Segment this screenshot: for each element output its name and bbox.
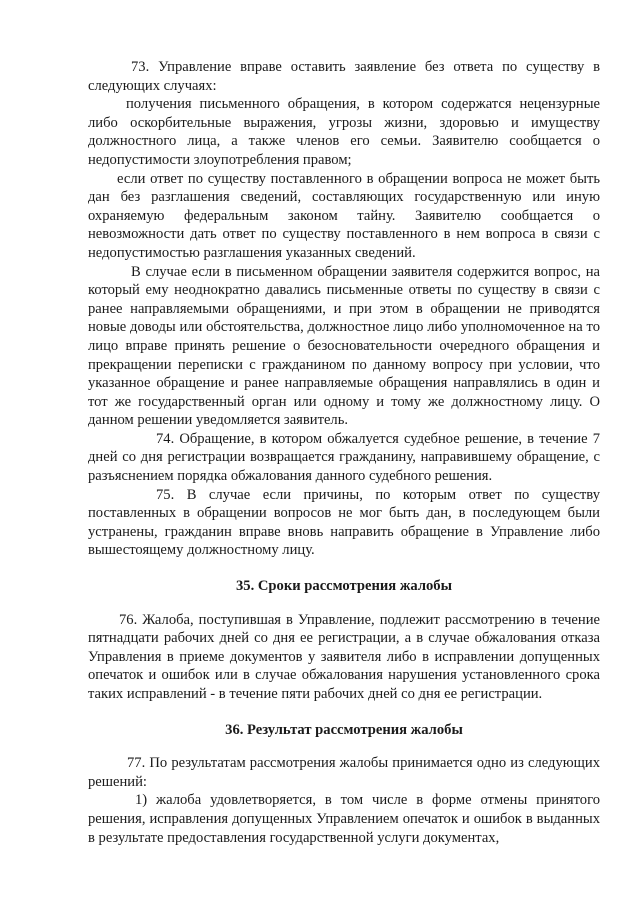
- section-35-title: 35. Сроки рассмотрения жалобы: [235, 578, 452, 595]
- paragraph-75: 75. В случае если причины, по которым ответ по существу поставленных в обращении вопросов не мог быть дан, в последующем были устранены, гражданин вправе вновь направить обращение в Управление либо вышестоящему должностному лицу.: [88, 486, 600, 559]
- paragraph-77-item-1: 1) жалоба удовлетворяется, в том числе в форме отмены принятого решения, исправления допущенных Управлением опечаток и ошибок в выданных в результате предоставления государственной услуги документах,: [88, 792, 600, 846]
- spacer: [88, 704, 600, 721]
- section-36-title: 36. Результат рассмотрения жалобы: [225, 721, 463, 738]
- paragraph-77: 77. По результатам рассмотрения жалобы принимается одно из следующих решений:: [88, 755, 600, 790]
- document-body: [88, 58, 600, 847]
- paragraph-76: 76. Жалоба, поступившая в Управление, подлежит рассмотрению в течение пятнадцати рабочих дней со дня ее регистрации, а в случае обжалования отказа Управления в приеме документов у заявителя либо в исправлении допущенных опечаток и ошибок или в случае обжалования нарушения установленного срока таких исправлений - в течение пяти рабочих дней со дня ее регистрации.: [88, 611, 600, 702]
- paragraph-73-item-1: получения письменного обращения, в котором содержатся нецензурные либо оскорбительные выражения, угрозы жизни, здоровью и имуществу должностного лица, а также членов его семьи. Заявителю сообщается о недопустимости злоупотребления правом;: [88, 96, 600, 168]
- paragraph-74: 74. Обращение, в котором обжалуется судебное решение, в течение 7 дней со дня регистрации возвращается гражданину, направившему обращение, с разъяснением порядка обжалования данного судебного решения.: [88, 430, 600, 485]
- spacer: [88, 596, 600, 611]
- spacer: [88, 739, 600, 754]
- spacer: [88, 560, 600, 577]
- paragraph-73-item-3: В случае если в письменном обращении заявителя содержится вопрос, на который ему неоднократно давались письменные ответы по существу в связи с ранее направляемыми обращениями, и при этом в обращении не приводятся новые доводы или обстоятельства, должностное лицо либо уполномоченное на то лицо вправе принять решение о безосновательности очередного обращения и прекращении переписки с гражданином по данному вопросу при условии, что указанное обращение и ранее направляемые обращения направлялись в один и тот же государственный орган или одному и тому же должностному лицу. О данном решении уведомляется заявитель.: [88, 263, 600, 429]
- paragraph-73-item-2: если ответ по существу поставленного в обращении вопроса не может быть дан без разглашения сведений, составляющих государственную или иную охраняемую федеральным законом тайну. Заявителю сообщается о невозможности дать ответ по существу поставленного в нем вопроса в связи с недопустимостью разглашения указанных сведений.: [88, 170, 600, 261]
- paragraph-73-intro: 73. Управление вправе оставить заявление без ответа по существу в следующих случаях:: [88, 59, 600, 94]
